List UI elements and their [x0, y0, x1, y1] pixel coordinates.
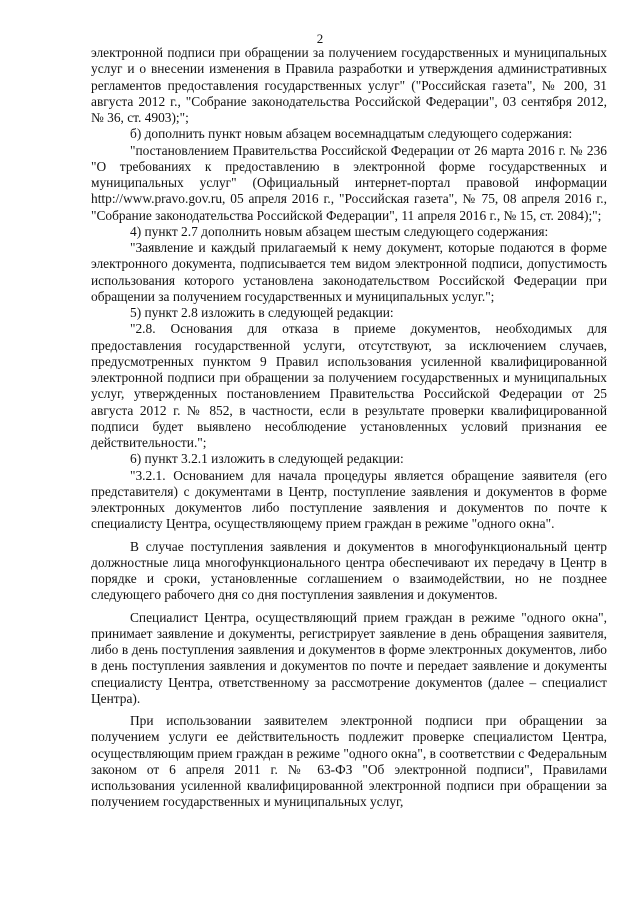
page-number: 2: [316, 31, 324, 46]
paragraph-item-5: 5) пункт 2.8 изложить в следующей редакции:: [130, 305, 394, 320]
paragraph-item-4: 4) пункт 2.7 дополнить новым абзацем шестым следующего содержания:: [130, 223, 549, 239]
paragraph-resolution-236: "постановлением Правительства Российской Федерации от 26 марта 2016 г. № 236 "О требованиях к предоставлению в электронной форме государственных и муниципальных услуг" (Официальный интернет-портал правовой информации http://www.pravo.gov.ru, 05 апреля 2016 г., "Российская газета", № 75, 08 апреля 2016 г., "Собрание законодательства Российской Федерации", 11 апреля 2016 г., № 15, ст. 2084);";: [91, 142, 607, 223]
paragraph-multifunctional-center: В случае поступления заявления и документов в многофункциональный центр должностные лица многофункционального центра обеспечивают их передачу в Центр в порядке и сроки, установленные соглашением о взаимодействии, но не позднее следующего рабочего дня со дня поступления заявления и документов.: [91, 538, 607, 603]
paragraph-clause-3-2-1: "3.2.1. Основанием для начала процедуры является обращение заявителя (его представителя) с документами в Центр, поступление заявления и документов в форме электронных документов либо поступление заявления и документов по почте к специалисту Центра, осуществляющему прием граждан в режиме "одного окна".: [91, 467, 607, 532]
document-body: [91, 45, 607, 811]
paragraph-regulations-reference: электронной подписи при обращении за получением государственных и муниципальных услуг и о внесении изменения в Правила разработки и утверждения административных регламентов предоставления государственных услуг" ("Российская газета", № 200, 31 августа 2012 г., "Собрание законодательства Российской Федерации", 03 сентября 2012, № 36, ст. 4903);";: [91, 45, 607, 125]
paragraph-item-b: б) дополнить пункт новым абзацем восемнадцатым следующего содержания:: [130, 126, 573, 142]
paragraph-application-signature: "Заявление и каждый прилагаемый к нему документ, которые подаются в форме электронного документа, подписывается тем видом электронной подписи, допустимость использования которого установлена законодательством Российской Федерации при обращении за получением государственных и муниципальных услуг.";: [91, 240, 607, 304]
paragraph-clause-2-8: "2.8. Основания для отказа в приеме документов, необходимых для предоставления государственной услуги, отсутствуют, за исключением случаев, предусмотренных пунктом 9 Правил использования усиленной квалифицированной электронной подписи при обращении за получением государственных и муниципальных услуг, утвержденных постановлением Правительства Российской Федерации от 25 августа 2012 г. № 852, в частности, если в результате проверки квалифицированной подписи будет выявлено несоблюдение установленных условий признания ее действительности.";: [91, 321, 607, 450]
paragraph-electronic-signature-check: При использовании заявителем электронной подписи при обращении за получением услуги ее действительность подлежит проверке специалистом Центра, осуществляющим прием граждан в режиме "одного окна", в соответствии с Федеральным законом от 6 апреля 2011 г. № 63-ФЗ "Об электронной подписи", Правилами использования усиленной квалифицированной электронной подписи при обращении за получением государственных и муниципальных услуг,: [91, 713, 607, 810]
paragraph-item-6: 6) пункт 3.2.1 изложить в следующей редакции:: [130, 451, 404, 467]
paragraph-center-specialist: Специалист Центра, осуществляющий прием граждан в режиме "одного окна", принимает заявление и документы, регистрирует заявление в день обращения заявителя, либо в день поступления заявления и документов в форме электронных документов, либо в день поступления заявления и документов по почте и передает заявление и документы специалисту Центра, ответственному за рассмотрение документов (далее – специалист Центра).: [91, 609, 607, 706]
